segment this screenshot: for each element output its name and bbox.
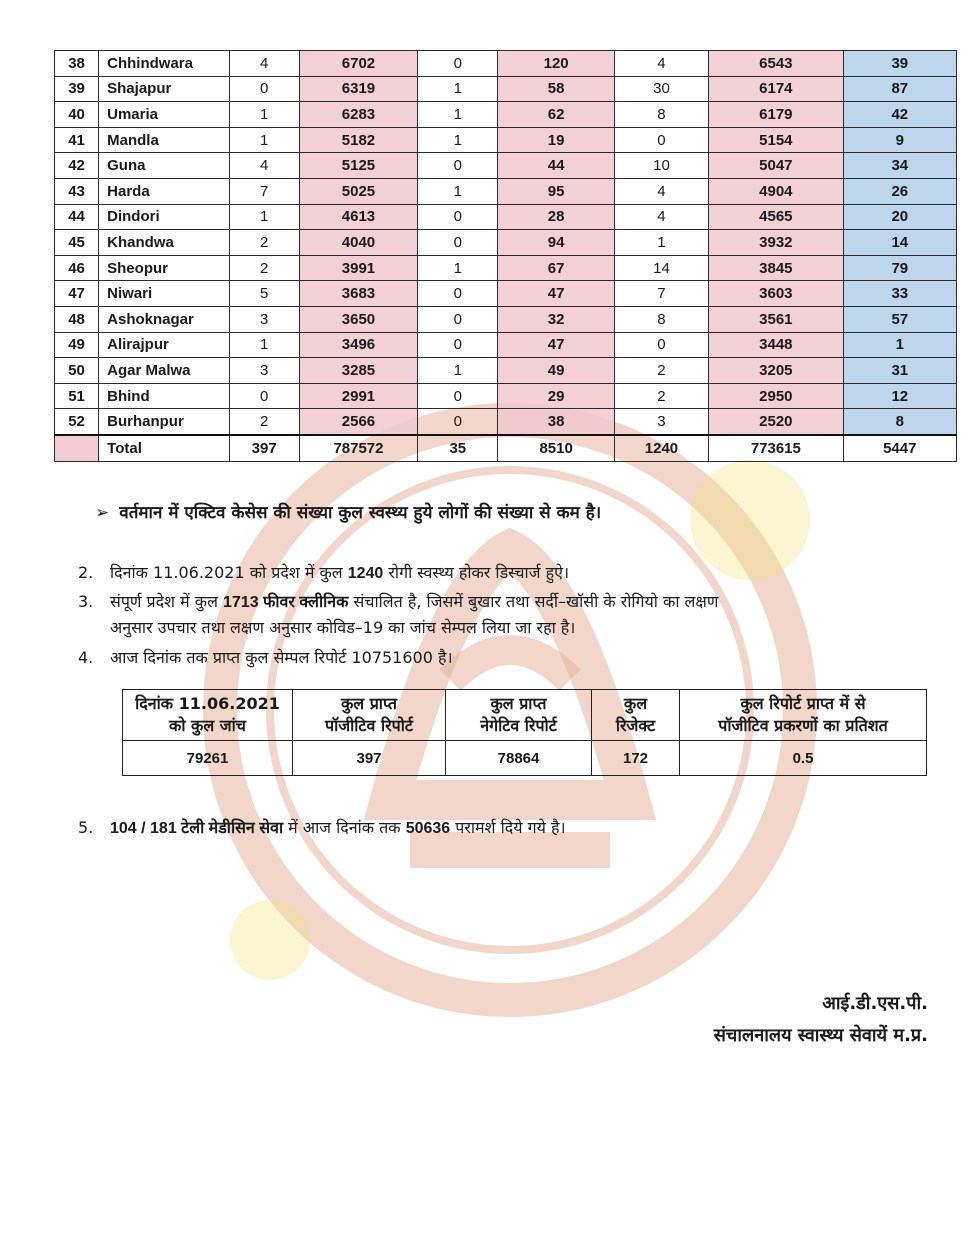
total-cell: 787572 — [299, 435, 417, 461]
header-line: नेगेटिव रिपोर्ट — [480, 716, 557, 735]
value-cell: 397 — [293, 741, 446, 776]
new-deaths-cell: 1 — [418, 178, 498, 204]
item-number: 2. — [78, 563, 94, 582]
header-line: कुल रिपोर्ट प्राप्त में से — [740, 694, 866, 713]
table-row — [55, 358, 957, 384]
table-row — [55, 383, 957, 409]
new-deaths-cell: 0 — [418, 230, 498, 256]
total-cases-cell: 3496 — [299, 332, 417, 358]
total-deaths-cell: 29 — [498, 383, 614, 409]
new-deaths-cell: 1 — [418, 255, 498, 281]
arrow-bullet-icon: ➢ — [95, 503, 110, 523]
total-cases-cell: 5182 — [299, 127, 417, 153]
column-header — [293, 690, 446, 741]
new-deaths-cell: 1 — [418, 127, 498, 153]
total-cases-cell: 5125 — [299, 153, 417, 179]
district-name-cell: Chhindwara — [99, 51, 229, 77]
item-5 — [78, 815, 566, 841]
active-cases-cell: 79 — [843, 255, 956, 281]
district-name-cell: Niwari — [99, 281, 229, 307]
total-cell — [55, 435, 99, 461]
total-deaths-cell: 47 — [498, 281, 614, 307]
district-name-cell: Alirajpur — [99, 332, 229, 358]
district-name-cell: Burhanpur — [99, 409, 229, 435]
total-cell: 397 — [229, 435, 299, 461]
item-bold-text: 1240 — [347, 565, 384, 582]
item-number: 4. — [78, 648, 94, 667]
serial-cell: 44 — [55, 204, 99, 230]
new-cases-cell: 1 — [229, 204, 299, 230]
new-cases-cell: 4 — [229, 153, 299, 179]
district-name-cell: Dindori — [99, 204, 229, 230]
table-row — [55, 306, 957, 332]
header-line: कुल — [623, 694, 648, 713]
total-cell: 773615 — [709, 435, 843, 461]
new-deaths-cell: 0 — [418, 409, 498, 435]
serial-cell: 48 — [55, 306, 99, 332]
recovered-today-cell: 4 — [614, 178, 708, 204]
item-bold-text: 50636 — [405, 820, 451, 837]
table-row — [55, 230, 957, 256]
total-cell: 8510 — [498, 435, 614, 461]
table-row — [55, 204, 957, 230]
recovered-today-cell: 4 — [614, 204, 708, 230]
test-summary-table — [122, 689, 927, 776]
new-cases-cell: 7 — [229, 178, 299, 204]
item-bold-text: 104 / 181 टेली मेडीसिन सेवा — [110, 820, 284, 837]
total-deaths-cell: 62 — [498, 102, 614, 128]
recovered-today-cell: 1 — [614, 230, 708, 256]
item-text: संचालित है, जिसमें बुखार तथा सर्दी–खॉसी के रोगियो का लक्षण — [348, 592, 719, 611]
total-recovered-cell: 2520 — [709, 409, 843, 435]
recovered-today-cell: 2 — [614, 383, 708, 409]
item-text: संपूर्ण प्रदेश में कुल — [110, 592, 223, 611]
active-cases-cell: 14 — [843, 230, 956, 256]
header-line: पॉजीटिव रिपोर्ट — [325, 716, 413, 735]
serial-cell: 46 — [55, 255, 99, 281]
total-recovered-cell: 3603 — [709, 281, 843, 307]
value-cell: 78864 — [446, 741, 592, 776]
column-header — [592, 690, 680, 741]
serial-cell: 52 — [55, 409, 99, 435]
header-line: रिजेक्ट — [615, 716, 656, 735]
table-row — [55, 409, 957, 435]
item-text: परामर्श दिये गये है। — [450, 818, 566, 837]
header-line: दिनांक 11.06.2021 — [135, 694, 280, 713]
new-cases-cell: 0 — [229, 383, 299, 409]
active-cases-cell: 33 — [843, 281, 956, 307]
total-cases-cell: 4040 — [299, 230, 417, 256]
district-name-cell: Umaria — [99, 102, 229, 128]
serial-cell: 49 — [55, 332, 99, 358]
total-cases-cell: 6283 — [299, 102, 417, 128]
district-name-cell: Ashoknagar — [99, 306, 229, 332]
header-line: को कुल जांच — [169, 716, 246, 735]
recovered-today-cell: 30 — [614, 76, 708, 102]
signature-line-2: संचालनालय स्वास्थ्य सेवायें म.प्र. — [713, 1025, 928, 1046]
new-cases-cell: 3 — [229, 358, 299, 384]
new-cases-cell: 1 — [229, 127, 299, 153]
column-header — [446, 690, 592, 741]
active-cases-cell: 87 — [843, 76, 956, 102]
total-recovered-cell: 3561 — [709, 306, 843, 332]
new-cases-cell: 1 — [229, 102, 299, 128]
total-recovered-cell: 3932 — [709, 230, 843, 256]
total-deaths-cell: 94 — [498, 230, 614, 256]
total-recovered-cell: 6174 — [709, 76, 843, 102]
column-header — [123, 690, 293, 741]
total-deaths-cell: 44 — [498, 153, 614, 179]
total-cases-cell: 3650 — [299, 306, 417, 332]
total-cases-cell: 2566 — [299, 409, 417, 435]
new-deaths-cell: 0 — [418, 51, 498, 77]
value-cell: 0.5 — [680, 741, 927, 776]
recovered-today-cell: 2 — [614, 358, 708, 384]
district-name-cell: Mandla — [99, 127, 229, 153]
total-deaths-cell: 95 — [498, 178, 614, 204]
total-recovered-cell: 4904 — [709, 178, 843, 204]
total-cell: 5447 — [843, 435, 956, 461]
total-cases-cell: 6319 — [299, 76, 417, 102]
total-cases-cell: 2991 — [299, 383, 417, 409]
active-cases-cell: 9 — [843, 127, 956, 153]
district-name-cell: Guna — [99, 153, 229, 179]
district-table — [54, 50, 957, 462]
new-deaths-cell: 1 — [418, 358, 498, 384]
table-row — [55, 153, 957, 179]
item-text: रोगी स्वस्थ्य होकर डिस्चार्ज हुऐ। — [383, 563, 570, 582]
recovered-today-cell: 7 — [614, 281, 708, 307]
total-deaths-cell: 38 — [498, 409, 614, 435]
table-row — [55, 332, 957, 358]
total-recovered-cell: 5154 — [709, 127, 843, 153]
new-deaths-cell: 0 — [418, 332, 498, 358]
item-text: दिनांक 11.06.2021 को प्रदेश में कुल — [110, 563, 348, 582]
active-cases-cell: 42 — [843, 102, 956, 128]
header-line: कुल प्राप्त — [340, 694, 397, 713]
total-row — [55, 435, 957, 461]
table-row — [55, 255, 957, 281]
district-name-cell: Bhind — [99, 383, 229, 409]
item-4 — [78, 645, 453, 670]
total-recovered-cell: 6543 — [709, 51, 843, 77]
total-cell: 35 — [418, 435, 498, 461]
new-deaths-cell: 0 — [418, 281, 498, 307]
total-deaths-cell: 67 — [498, 255, 614, 281]
value-cell: 172 — [592, 741, 680, 776]
total-cases-cell: 3285 — [299, 358, 417, 384]
active-cases-cell: 57 — [843, 306, 956, 332]
new-deaths-cell: 0 — [418, 204, 498, 230]
item-number: 5. — [78, 818, 94, 837]
serial-cell: 42 — [55, 153, 99, 179]
district-name-cell: Agar Malwa — [99, 358, 229, 384]
total-deaths-cell: 58 — [498, 76, 614, 102]
total-cases-cell: 6702 — [299, 51, 417, 77]
new-cases-cell: 2 — [229, 230, 299, 256]
recovered-today-cell: 3 — [614, 409, 708, 435]
recovered-today-cell: 4 — [614, 51, 708, 77]
total-label-cell: Total — [99, 435, 229, 461]
item-continuation: अनुसार उपचार तथा लक्षण अनुसार कोविड–19 का जांच सेम्पल लिया जा रहा है। — [110, 618, 576, 637]
new-cases-cell: 1 — [229, 332, 299, 358]
header-line: कुल प्राप्त — [490, 694, 547, 713]
new-cases-cell: 2 — [229, 255, 299, 281]
active-cases-cell: 20 — [843, 204, 956, 230]
recovered-today-cell: 14 — [614, 255, 708, 281]
recovered-today-cell: 8 — [614, 306, 708, 332]
total-deaths-cell: 49 — [498, 358, 614, 384]
header-line: पॉजीटिव प्रकरणों का प्रतिशत — [718, 716, 888, 735]
total-deaths-cell: 47 — [498, 332, 614, 358]
item-bold-text: 1713 फीवर क्लीनिक — [223, 594, 349, 611]
table-row — [55, 127, 957, 153]
note-text: वर्तमान में एक्टिव केसेस की संख्या कुल स्वस्थ्य हुये लोगों की संख्या से कम है। — [119, 503, 602, 523]
column-header — [680, 690, 927, 741]
new-cases-cell: 4 — [229, 51, 299, 77]
table-row — [55, 51, 957, 77]
serial-cell: 43 — [55, 178, 99, 204]
new-cases-cell: 3 — [229, 306, 299, 332]
active-cases-cell: 8 — [843, 409, 956, 435]
total-recovered-cell: 5047 — [709, 153, 843, 179]
serial-cell: 39 — [55, 76, 99, 102]
active-cases-cell: 31 — [843, 358, 956, 384]
recovered-today-cell: 0 — [614, 332, 708, 358]
total-cases-cell: 3991 — [299, 255, 417, 281]
serial-cell: 41 — [55, 127, 99, 153]
item-text: आज दिनांक तक प्राप्त कुल सेम्पल रिपोर्ट 10751600 है। — [110, 648, 453, 667]
total-cell: 1240 — [614, 435, 708, 461]
total-recovered-cell: 3205 — [709, 358, 843, 384]
district-name-cell: Khandwa — [99, 230, 229, 256]
new-deaths-cell: 1 — [418, 102, 498, 128]
total-recovered-cell: 3845 — [709, 255, 843, 281]
total-recovered-cell: 2950 — [709, 383, 843, 409]
district-name-cell: Shajapur — [99, 76, 229, 102]
recovered-today-cell: 10 — [614, 153, 708, 179]
recovered-today-cell: 0 — [614, 127, 708, 153]
new-deaths-cell: 0 — [418, 306, 498, 332]
total-recovered-cell: 3448 — [709, 332, 843, 358]
total-cases-cell: 3683 — [299, 281, 417, 307]
new-deaths-cell: 0 — [418, 153, 498, 179]
total-recovered-cell: 6179 — [709, 102, 843, 128]
active-cases-cell: 12 — [843, 383, 956, 409]
table-row — [55, 281, 957, 307]
value-cell: 79261 — [123, 741, 293, 776]
table-row — [55, 102, 957, 128]
total-deaths-cell: 32 — [498, 306, 614, 332]
table-row — [55, 76, 957, 102]
serial-cell: 45 — [55, 230, 99, 256]
total-cases-cell: 4613 — [299, 204, 417, 230]
district-name-cell: Sheopur — [99, 255, 229, 281]
table-row — [55, 178, 957, 204]
serial-cell: 40 — [55, 102, 99, 128]
active-cases-cell: 34 — [843, 153, 956, 179]
new-cases-cell: 0 — [229, 76, 299, 102]
new-deaths-cell: 1 — [418, 76, 498, 102]
item-2 — [78, 560, 569, 586]
item-3 — [78, 589, 938, 640]
active-cases-cell: 26 — [843, 178, 956, 204]
serial-cell: 47 — [55, 281, 99, 307]
new-cases-cell: 5 — [229, 281, 299, 307]
total-recovered-cell: 4565 — [709, 204, 843, 230]
new-deaths-cell: 0 — [418, 383, 498, 409]
active-cases-note — [95, 500, 601, 523]
item-text: में आज दिनांक तक — [283, 818, 406, 837]
total-deaths-cell: 120 — [498, 51, 614, 77]
signature-block — [714, 988, 928, 1052]
serial-cell: 51 — [55, 383, 99, 409]
new-cases-cell: 2 — [229, 409, 299, 435]
total-deaths-cell: 19 — [498, 127, 614, 153]
item-number: 3. — [78, 592, 94, 611]
total-deaths-cell: 28 — [498, 204, 614, 230]
active-cases-cell: 39 — [843, 51, 956, 77]
serial-cell: 38 — [55, 51, 99, 77]
district-name-cell: Harda — [99, 178, 229, 204]
signature-line-1: आई.डी.एस.पी. — [822, 993, 928, 1014]
active-cases-cell: 1 — [843, 332, 956, 358]
total-cases-cell: 5025 — [299, 178, 417, 204]
recovered-today-cell: 8 — [614, 102, 708, 128]
serial-cell: 50 — [55, 358, 99, 384]
